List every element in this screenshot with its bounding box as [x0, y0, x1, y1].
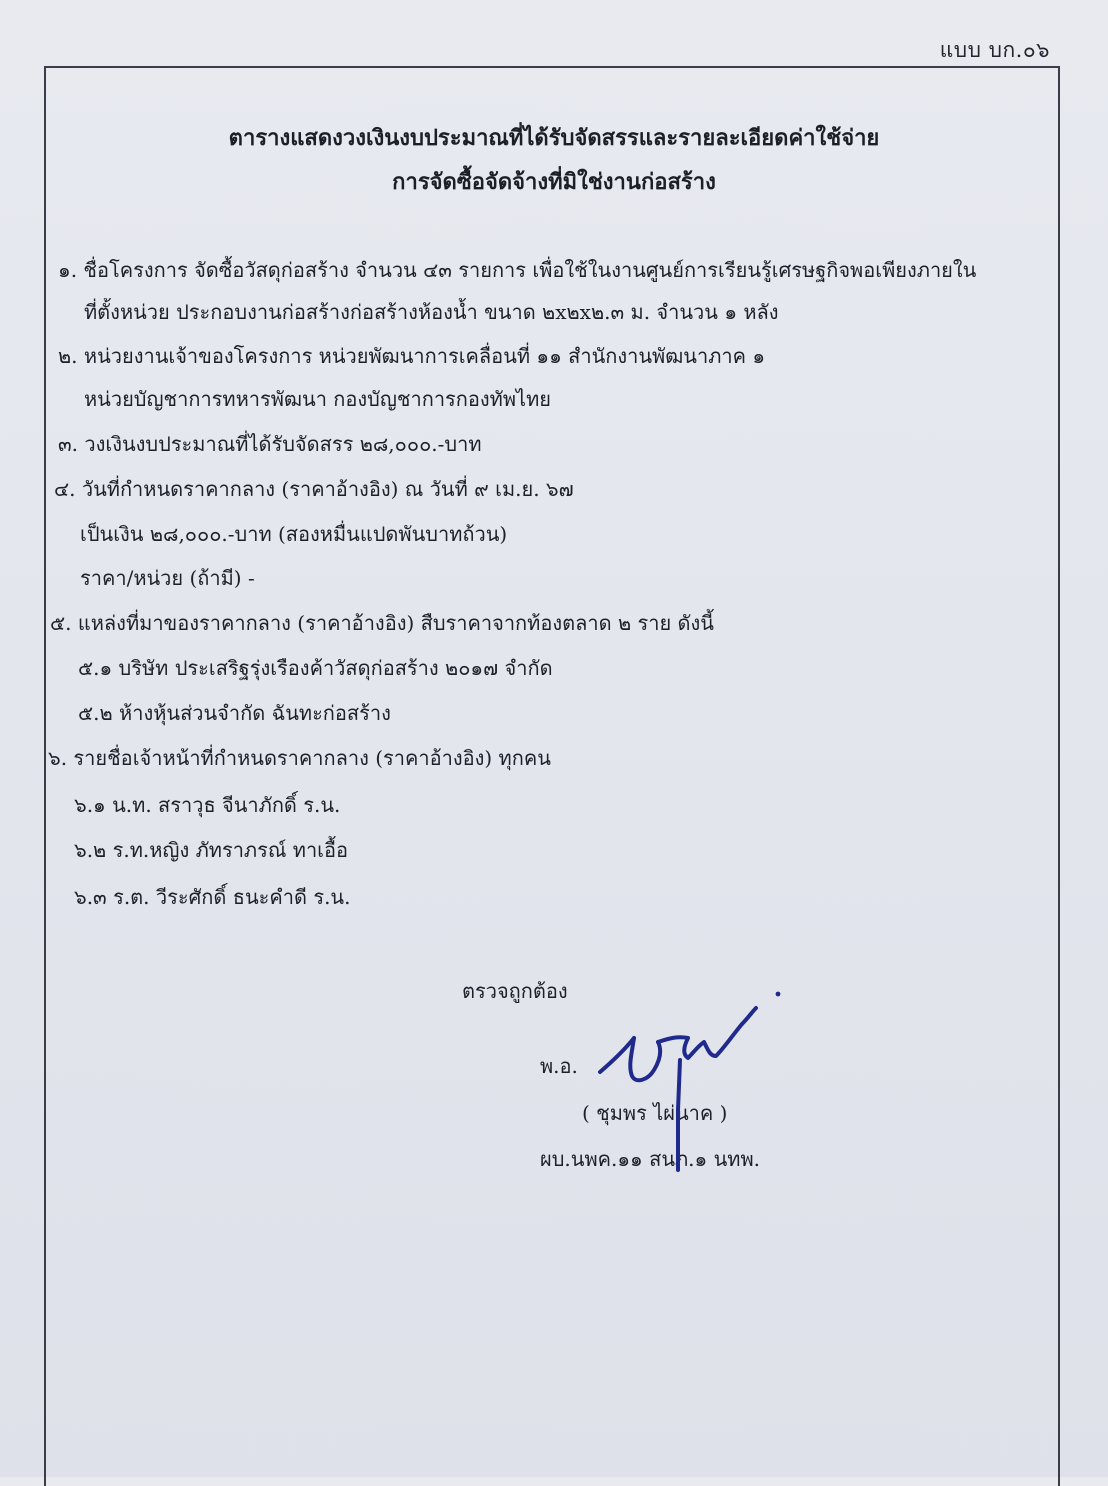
form-code: แบบ บก.๐๖ [939, 38, 1050, 62]
item-5-2-vendor: ๕.๒ ห้างหุ้นส่วนจำกัด ฉันทะก่อสร้าง [78, 701, 391, 725]
item-6-2-official: ๖.๒ ร.ท.หญิง ภัทราภรณ์ ทาเอื้อ [74, 838, 349, 862]
signer-rank: พ.อ. [540, 1054, 578, 1078]
item-3-budget: ๓. วงเงินงบประมาณที่ได้รับจัดสรร ๒๘,๐๐๐.-บาท [58, 432, 482, 456]
document-subtitle: การจัดซื้อจัดจ้างที่มิใช่งานก่อสร้าง [392, 169, 716, 195]
document-title: ตารางแสดงวงเงินงบประมาณที่ได้รับจัดสรรและรายละเอียดค่าใช้จ่าย [228, 125, 880, 151]
item-4-unit-price: ราคา/หน่วย (ถ้ามี) - [80, 566, 255, 590]
item-4-reference-date: ๔. วันที่กำหนดราคากลาง (ราคาอ้างอิง) ณ วันที่ ๙ เม.ย. ๖๗ [54, 477, 574, 501]
item-6-officials: ๖. รายชื่อเจ้าหน้าที่กำหนดราคากลาง (ราคาอ้างอิง) ทุกคน [48, 746, 551, 770]
item-5-price-source: ๕. แหล่งที่มาของราคากลาง (ราคาอ้างอิง) สืบราคาจากท้องตลาด ๒ ราย ดังนี้ [50, 611, 714, 635]
item-6-1-official: ๖.๑ น.ท. สราวุธ จีนาภักดิ์ ร.น. [74, 793, 341, 817]
item-2-owner-unit: ๒. หน่วยงานเจ้าของโครงการ หน่วยพัฒนาการเคลื่อนที่ ๑๑ สำนักงานพัฒนาภาค ๑ [58, 344, 766, 368]
signer-position: ผบ.นพค.๑๑ สนภ.๑ นทพ. [540, 1147, 760, 1171]
handwritten-signature [592, 990, 792, 1180]
item-5-1-vendor: ๕.๑ บริษัท ประเสริฐรุ่งเรืองค้าวัสดุก่อสร้าง ๒๐๑๗ จำกัด [78, 656, 553, 680]
verified-label: ตรวจถูกต้อง [462, 979, 568, 1003]
item-1-project-name-cont: ที่ตั้งหน่วย ประกอบงานก่อสร้างก่อสร้างห้องน้ำ ขนาด ๒x๒x๒.๓ ม. จำนวน ๑ หลัง [84, 300, 779, 324]
item-4-amount: เป็นเงิน ๒๘,๐๐๐.-บาท (สองหมื่นแปดพันบาทถ้วน) [80, 522, 508, 546]
item-6-3-official: ๖.๓ ร.ต. วีระศักดิ์ ธนะคำดี ร.น. [74, 885, 351, 909]
item-2-owner-unit-cont: หน่วยบัญชาการทหารพัฒนา กองบัญชาการกองทัพไทย [84, 387, 552, 411]
item-1-project-name: ๑. ชื่อโครงการ จัดซื้อวัสดุก่อสร้าง จำนวน ๔๓ รายการ เพื่อใช้ในงานศูนย์การเรียนรู้เศรษฐกิจพอเพียงภายใน [58, 258, 977, 282]
signer-name: ( ชุมพร ไผ่นาค ) [582, 1101, 728, 1125]
